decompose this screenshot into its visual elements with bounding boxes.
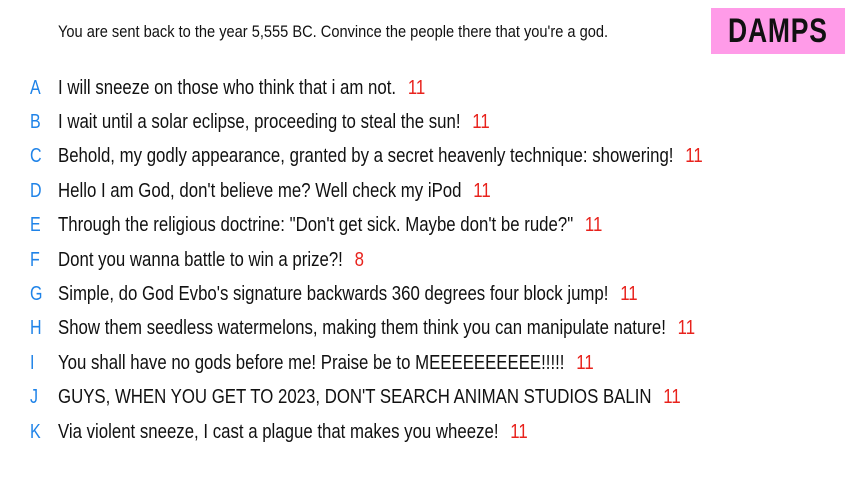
answer-letter: F <box>30 248 40 271</box>
player-badge <box>711 8 845 54</box>
vote-count: 11 <box>473 179 491 202</box>
vote-count: 11 <box>663 386 681 409</box>
answer-row-g <box>0 277 853 311</box>
vote-count: 11 <box>407 76 426 99</box>
answer-letter: E <box>30 214 41 237</box>
answer-text: Through the religious doctrine: "Don't get sick. Maybe don't be rude?" <box>58 214 574 237</box>
vote-count: 11 <box>584 214 603 237</box>
answer-text: You shall have no gods before me! Praise be to MEEEEEEEEEE!!!!! <box>58 351 565 374</box>
answer-text: Simple, do God Evbo's signature backwards 360 degrees four block jump! <box>58 283 609 306</box>
answer-row-i <box>0 346 853 380</box>
answer-text: Via violent sneeze, I cast a plague that makes you wheeze! <box>58 420 499 443</box>
answer-row-e <box>0 209 853 243</box>
answer-text: GUYS, WHEN YOU GET TO 2023, DON'T SEARCH ANIMAN STUDIOS BALIN <box>58 386 652 409</box>
answer-text: Hello I am God, don't believe me? Well check my iPod <box>58 179 462 202</box>
player-badge-label: DAMPS <box>728 11 828 50</box>
answer-text: I wait until a solar eclipse, proceeding to steal the sun! <box>58 111 461 134</box>
answer-row-a <box>0 71 853 105</box>
answer-row-d <box>0 174 853 208</box>
answer-list <box>0 71 853 449</box>
answer-body <box>58 421 528 444</box>
answer-body <box>58 214 602 237</box>
answer-body <box>58 283 638 306</box>
answer-body <box>58 111 490 134</box>
answer-body <box>58 145 703 168</box>
answer-letter: C <box>30 145 42 168</box>
answer-letter: H <box>30 317 42 340</box>
answer-row-c <box>0 140 853 174</box>
vote-count: 11 <box>472 111 490 134</box>
answer-text: I will sneeze on those who think that i am not. <box>58 76 397 99</box>
vote-count: 11 <box>620 283 638 306</box>
answer-body <box>58 77 425 100</box>
answer-letter: A <box>30 76 41 99</box>
answer-text: Show them seedless watermelons, making them think you can manipulate nature! <box>58 317 666 340</box>
answer-body <box>58 249 364 272</box>
answer-text: Dont you wanna battle to win a prize?! <box>58 248 343 271</box>
prompt-text: You are sent back to the year 5,555 BC. Convince the people there that you're a god. <box>58 22 609 41</box>
vote-count: 11 <box>685 145 703 168</box>
answer-letter: J <box>30 386 38 409</box>
answer-letter: D <box>30 179 42 202</box>
answer-letter: I <box>30 351 35 374</box>
vote-count: 11 <box>510 420 528 443</box>
vote-count: 8 <box>354 248 364 271</box>
answer-row-f <box>0 243 853 277</box>
answer-body <box>58 317 695 340</box>
answer-text: Behold, my godly appearance, granted by a secret heavenly technique: showering! <box>58 145 674 168</box>
vote-count: 11 <box>677 317 696 340</box>
answer-row-h <box>0 312 853 346</box>
answer-body <box>58 386 681 409</box>
answer-letter: B <box>30 111 41 134</box>
vote-count: 11 <box>576 351 594 374</box>
answer-row-k <box>0 415 853 449</box>
answer-body <box>58 180 491 203</box>
answer-row-b <box>0 105 853 139</box>
answer-body <box>58 352 594 375</box>
answer-row-j <box>0 381 853 415</box>
answer-letter: K <box>30 420 41 443</box>
answer-letter: G <box>30 283 43 306</box>
